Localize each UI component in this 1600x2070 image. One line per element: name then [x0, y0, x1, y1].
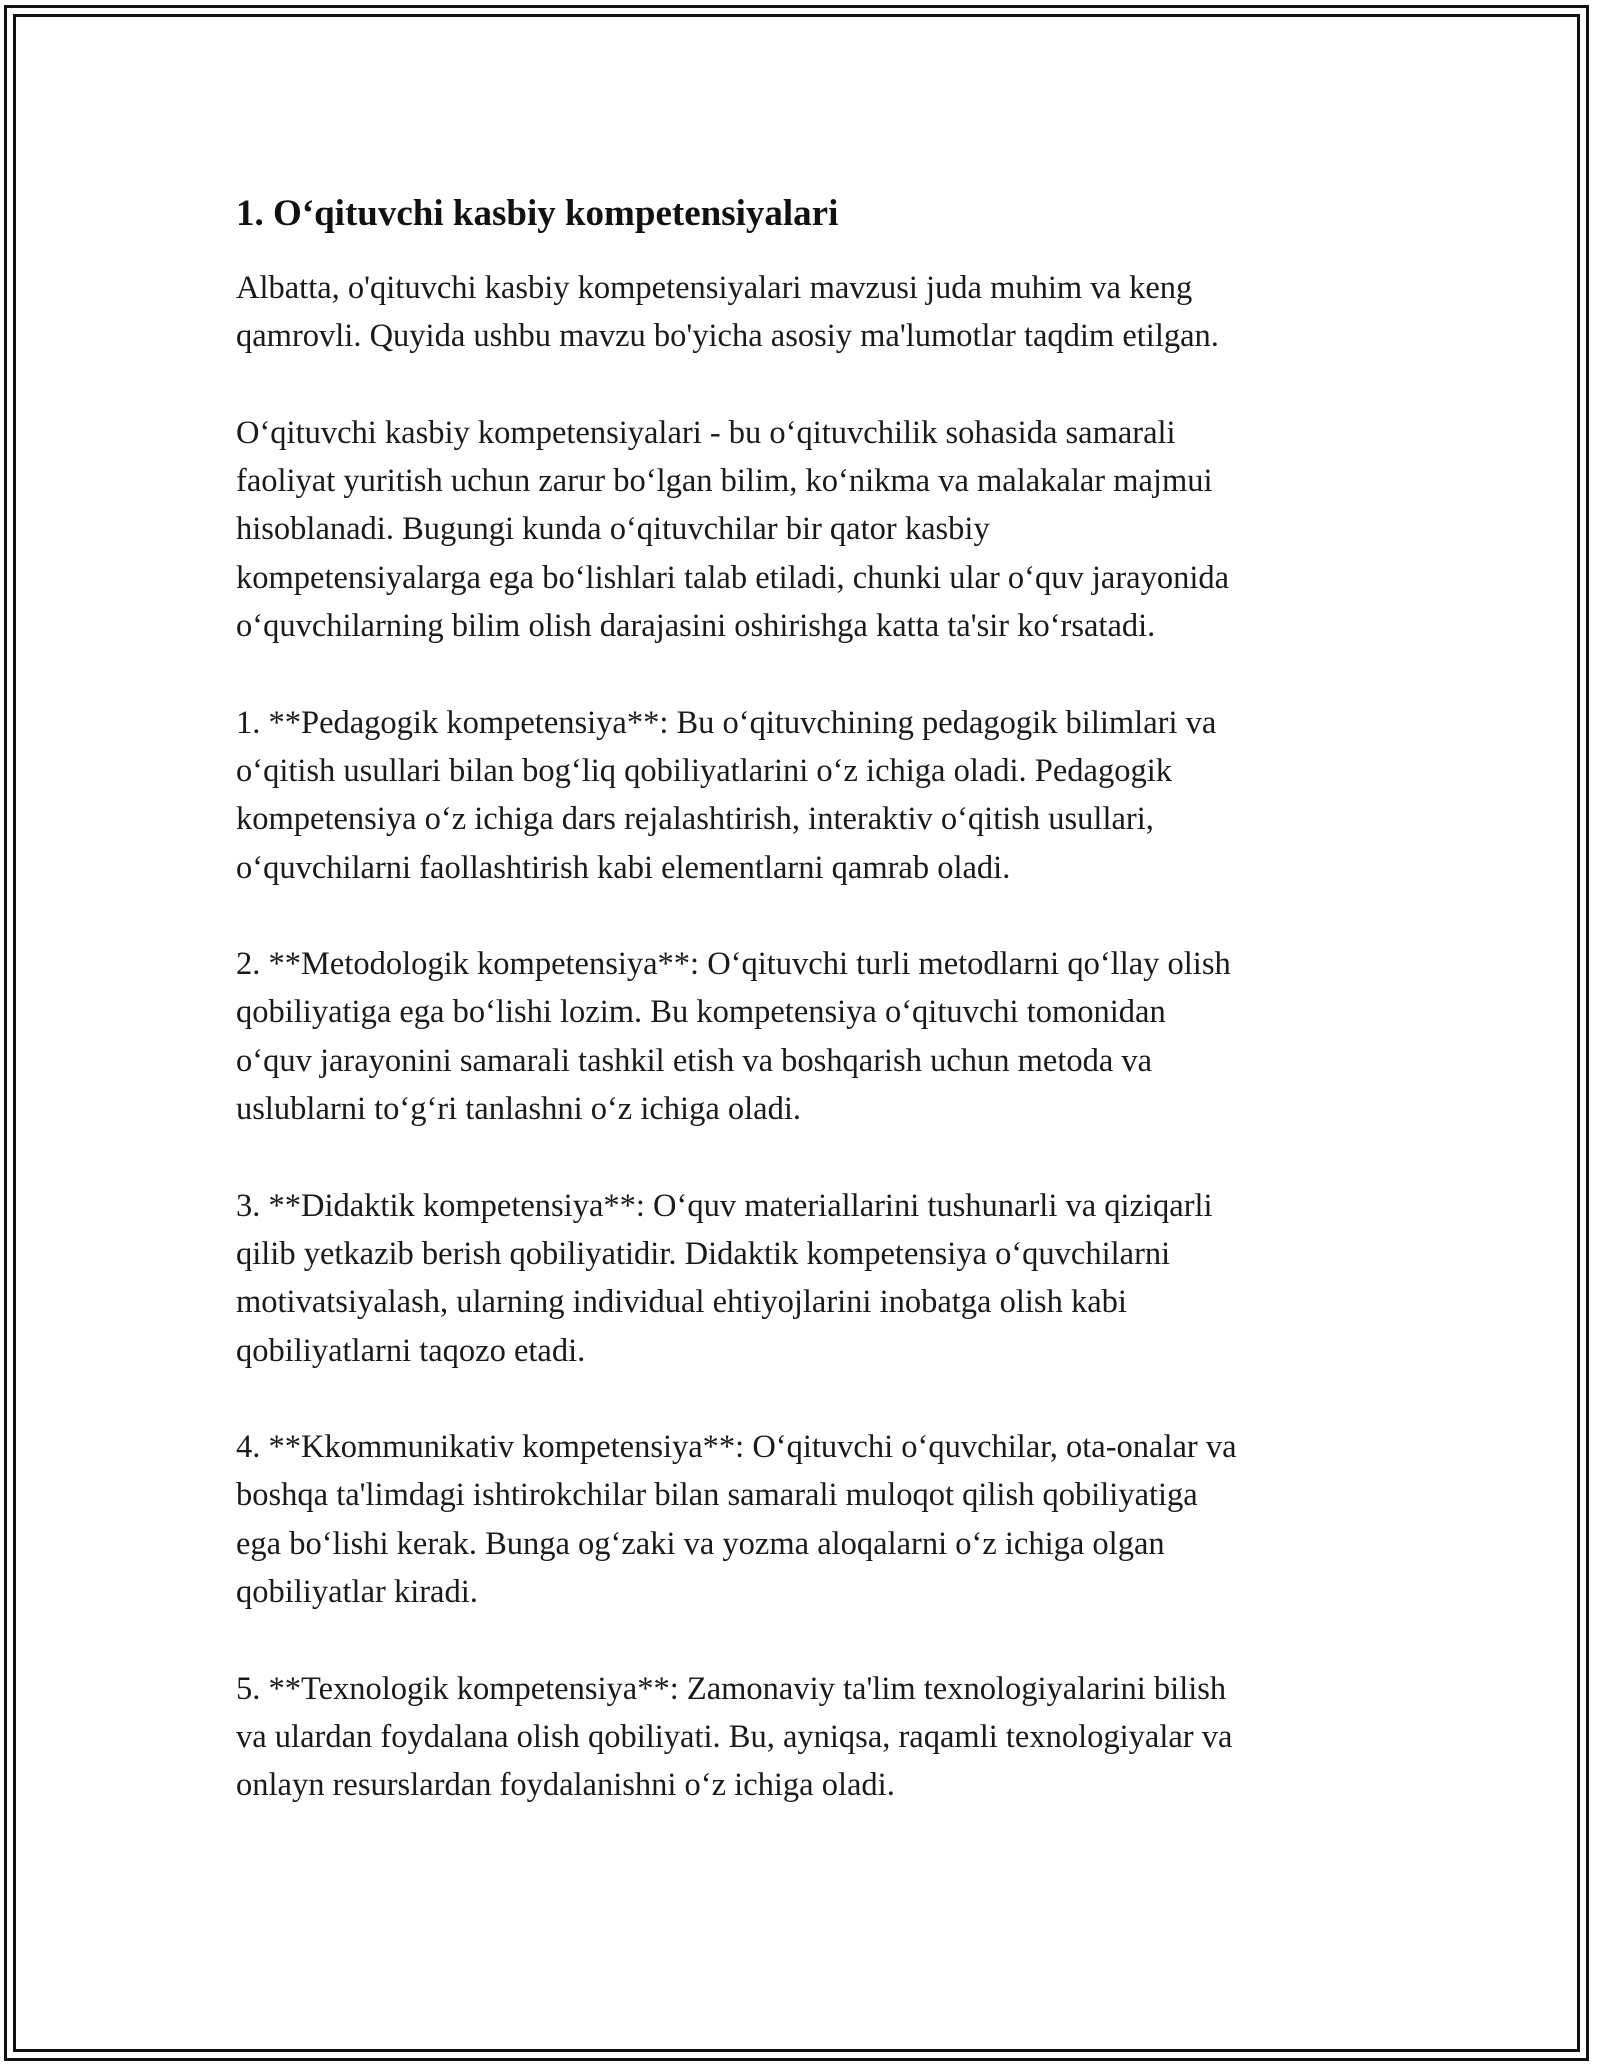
text-line: qamrovli. Quyida ushbu mavzu bo'yicha asosiy ma'lumotlar taqdim etilgan.: [236, 318, 1219, 355]
text-line: uslublarni toʻgʻri tanlashni oʻz ichiga oladi.: [236, 1091, 801, 1128]
paragraph: [236, 1665, 1386, 1810]
paragraph: [236, 1423, 1386, 1616]
paragraph: [236, 264, 1386, 361]
text-line: Albatta, o'qituvchi kasbiy kompetensiyalari mavzusi juda muhim va keng: [236, 270, 1193, 306]
text-line: ega boʻlishi kerak. Bunga ogʻzaki va yozma aloqalarni oʻz ichiga olgan: [236, 1525, 1165, 1562]
text-line: va ulardan foydalana olish qobiliyati. Bu, ayniqsa, raqamli texnologiyalar va: [236, 1718, 1233, 1755]
text-line: 3. **Didaktik kompetensiya**: Oʻquv materiallarini tushunarli va qiziqarli: [236, 1187, 1213, 1224]
text-line: boshqa ta'limdagi ishtirokchilar bilan samarali muloqot qilish qobiliyatiga: [236, 1477, 1198, 1514]
document-title: 1. Oʻqituvchi kasbiy kompetensiyalari: [236, 193, 839, 234]
text-line: qobiliyatlarni taqozo etadi.: [236, 1332, 586, 1369]
text-line: oʻquvchilarning bilim olish darajasini oshirishga katta ta'sir koʻrsatadi.: [236, 608, 1156, 645]
paragraph: [236, 409, 1386, 650]
text-line: motivatsiyalash, ularning individual ehtiyojlarini inobatga olish kabi: [236, 1284, 1127, 1321]
paragraph: [236, 1182, 1386, 1375]
text-line: oʻquvchilarni faollashtirish kabi elementlarni qamrab oladi.: [236, 849, 1011, 886]
text-line: kompetensiya oʻz ichiga dars rejalashtirish, interaktiv oʻqitish usullari,: [236, 801, 1154, 838]
text-line: qobiliyatiga ega boʻlishi lozim. Bu kompetensiya oʻqituvchi tomonidan: [236, 994, 1166, 1031]
text-line: qobiliyatlar kiradi.: [236, 1574, 478, 1611]
text-line: onlayn resurslardan foydalanishni oʻz ichiga oladi.: [236, 1767, 895, 1804]
text-line: oʻquv jarayonini samarali tashkil etish va boshqarish uchun metoda va: [236, 1042, 1153, 1079]
text-line: oʻqitish usullari bilan bogʻliq qobiliyatlarini oʻz ichiga oladi. Pedagogik: [236, 752, 1173, 789]
paragraph-list: [236, 264, 1386, 1810]
paragraph: [236, 940, 1386, 1133]
text-line: qilib yetkazib berish qobiliyatidir. Didaktik kompetensiya oʻquvchilarni: [236, 1235, 1171, 1272]
text-line: kompetensiyalarga ega boʻlishlari talab etiladi, chunki ular oʻquv jarayonida: [236, 559, 1230, 596]
text-line: 5. **Texnologik kompetensiya**: Zamonaviy ta'lim texnologiyalarini bilish: [236, 1670, 1227, 1707]
text-line: hisoblanadi. Bugungi kunda oʻqituvchilar bir qator kasbiy: [236, 511, 990, 548]
document-body: [236, 188, 1386, 1858]
text-line: 4. **Kkommunikativ kompetensiya**: Oʻqituvchi oʻquvchilar, ota-onalar va: [236, 1429, 1237, 1466]
text-line: 1. **Pedagogik kompetensiya**: Bu oʻqituvchining pedagogik bilimlari va: [236, 704, 1217, 741]
text-line: faoliyat yuritish uchun zarur boʻlgan bilim, koʻnikma va malakalar majmui: [236, 463, 1213, 500]
text-line: Oʻqituvchi kasbiy kompetensiyalari - bu oʻqituvchilik sohasida samarali: [236, 414, 1176, 451]
paragraph: [236, 699, 1386, 892]
text-line: 2. **Metodologik kompetensiya**: Oʻqituvchi turli metodlarni qoʻllay olish: [236, 946, 1231, 983]
